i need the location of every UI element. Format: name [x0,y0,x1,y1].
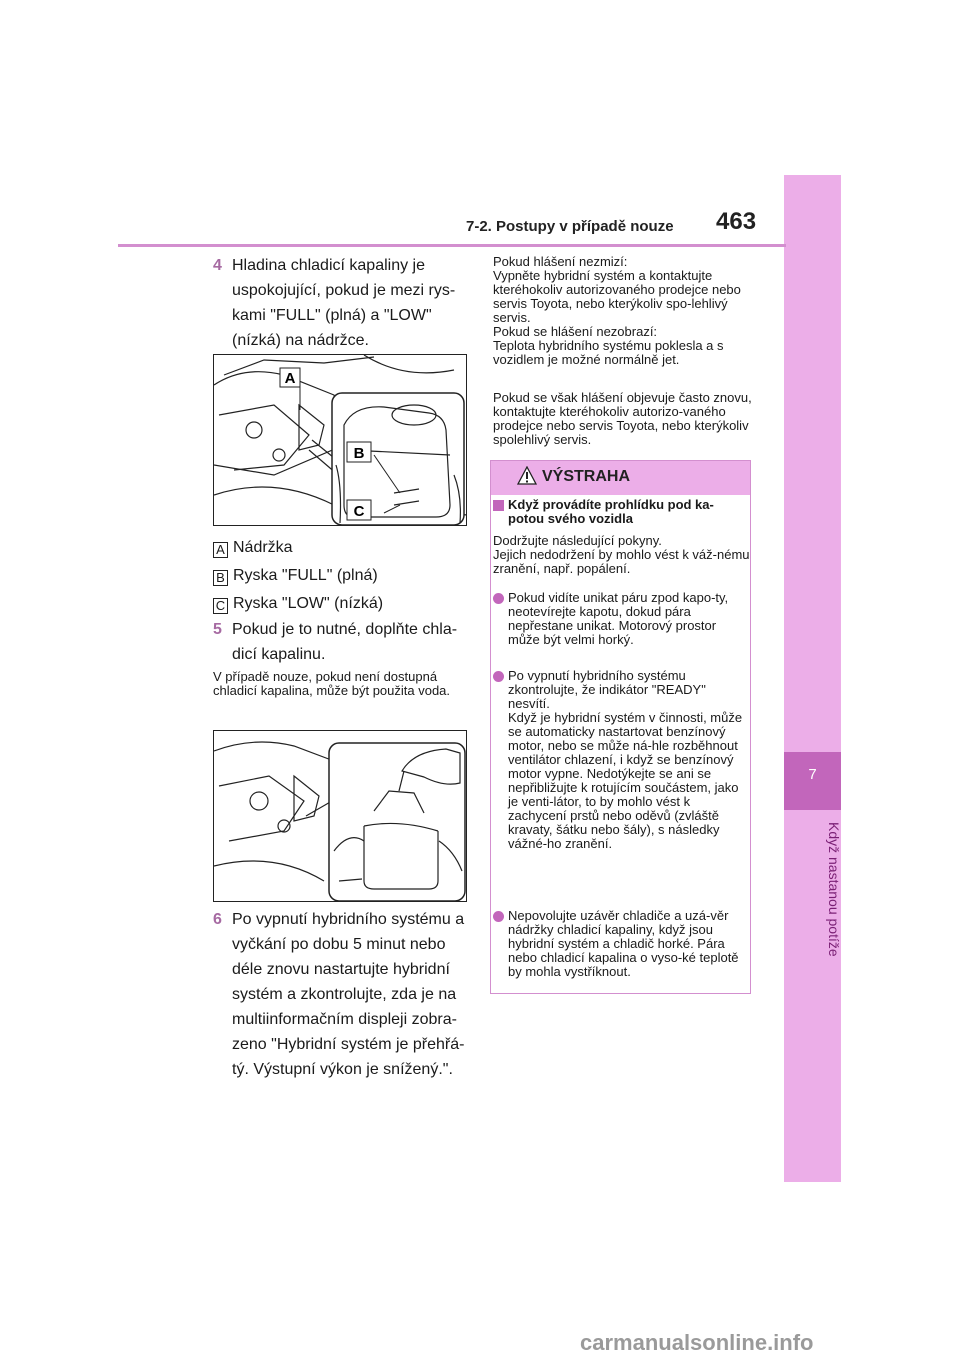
engine-bay-illustration [214,355,467,526]
square-bullet-icon [493,500,504,511]
step-4-text: Hladina chladicí kapaliny je uspokojující, pokud je mezi rys-kami "FULL" (plná) a "LOW" (nízká) na nádržce. [232,257,456,349]
page-number: 463 [716,208,757,235]
emergency-note: V případě nouze, pokud není dostupná chladicí kapalina, může být použita voda. [213,669,451,698]
chapter-side-tab [784,175,841,1182]
warning-bullet-3 [493,909,748,979]
warning-triangle-icon [517,466,537,485]
warning-bullet-2 [493,669,748,851]
chapter-number: 7 [808,766,817,783]
step-5-text: Pokud je to nutné, doplňte chla-dicí kapalinu. [232,621,458,663]
coolant-reservoir-figure [213,354,467,526]
callout-c: C [353,503,365,520]
bullet-dot-icon [493,593,504,604]
legend-key-a: A [213,542,228,558]
step-4 [213,253,473,353]
legend-key-b: B [213,570,228,586]
legend-text-a: Nádržka [233,539,293,556]
legend-item-c [213,594,383,614]
warning-bullet-1-text: Pokud vidíte unikat páru zpod kapo-ty, neotevírejte kapotu, dokud pára nepřestane unikat. Motorový prostor může být velmi horký. [508,590,729,647]
legend-text-c: Ryska "LOW" (nízká) [233,595,384,612]
warning-bullet-2-text: Po vypnutí hybridního systému zkontrolujte, že indikátor "READY" nesvítí. Když je hybridní systém v činnosti, může se automaticky nastartovat benzínový motor, nebo se může ná-hle rozběhnout ventilátor chlazení, i když se benzínový motor vypne. Nedotýkejte se ani se nepřibližujte k rotujícím součástem, jako je venti-látor, to by mohlo vést k zachycení prstů nebo oděvů (zvláště kravaty, šátku nebo šály), s následky vážné-ho zranění. [508,668,743,851]
step-6 [213,907,473,1082]
legend-text-b: Ryska "FULL" (plná) [233,567,378,584]
callout-a: A [284,370,296,387]
refill-illustration [214,731,467,902]
warning-heading-text: Když provádíte prohlídku pod ka-potou svého vozidla [508,497,714,526]
chapter-title: Když nastanou potíže [826,822,842,957]
warning-bullet-1 [493,591,748,647]
warning-heading [493,498,748,526]
legend-item-b [213,566,378,586]
callout-b: B [353,445,365,462]
section-title: 7-2. Postupy v případě nouze [466,218,674,235]
warning-bullet-3-text: Nepovolujte uzávěr chladiče a uzá-věr nádržky chladicí kapaliny, když jsou hybridní systém a chladič horké. Pára nebo chladicí kapalina o vyso-ké teplotě by mohla vystříknout. [508,908,739,979]
bullet-dot-icon [493,671,504,682]
step-6-text: Po vypnutí hybridního systému a vyčkání po dobu 5 minut nebo déle znovu nastartujte hybridní systém a zkontrolujte, zda je na multiinformačním displeji zobra-zeno "Hybridní systém je přehřá-tý. Výstupní výkon je snížený.". [232,911,465,1078]
warning-title: VÝSTRAHA [542,468,631,485]
header-rule [118,244,786,247]
watermark: carmanualsonline.info [580,1330,814,1355]
legend-item-a [213,538,293,558]
step-6-number: 6 [213,911,222,928]
bullet-dot-icon [493,911,504,922]
message-recurring: Pokud se však hlášení objevuje často znovu, kontaktujte kteréhokoliv autorizo-vaného prodejce nebo servis Toyota, nebo kterýkoliv spolehlivý servis. [493,390,752,447]
coolant-refill-figure [213,730,467,902]
message-instructions: Pokud hlášení nezmizí: Vypněte hybridní systém a kontaktujte kteréhokoliv autorizovaného prodejce nebo servis Toyota, nebo kterýkoliv spo-lehlivý servis. Pokud se hlášení nezobrazí: Teplota hybridního systému poklesla a s vozidlem je možné normálně jet. [493,254,741,367]
step-5-number: 5 [213,621,222,638]
legend-key-c: C [213,598,228,614]
step-5 [213,617,473,667]
warning-intro: Dodržujte následující pokyny. Jejich nedodržení by mohlo vést k váž-nému zranění, např. popálení. [493,533,750,576]
step-4-number: 4 [213,257,222,274]
